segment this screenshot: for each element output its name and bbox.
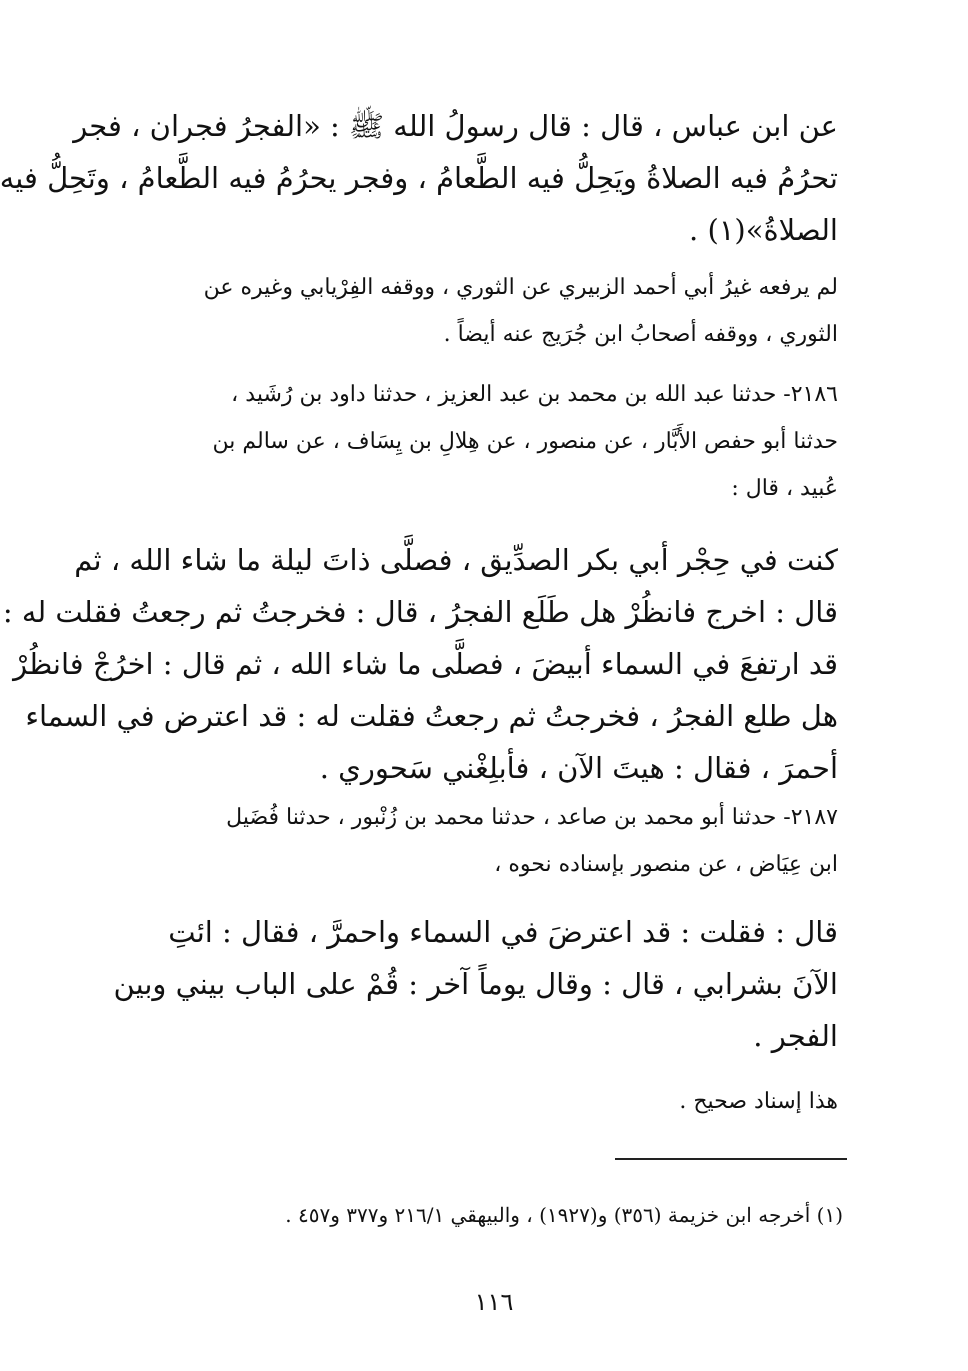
hadith-text-paragraph: [113, 906, 838, 1062]
footnote: (١) أخرجه ابن خزيمة (٣٥٦) و(١٩٢٧) ، والبيهقي ٢١٦/١ و٣٧٧ و٤٥٧ .: [285, 1203, 843, 1227]
isnad-paragraph-2186: [138, 371, 838, 512]
commentary-paragraph: [138, 264, 838, 358]
text-line: الثوري ، ووقفه أصحابُ ابن جُرَيج عنه أيضاً .: [443, 322, 838, 347]
text-line: ابن عِيَاض ، عن منصور بإسناده نحوه ،: [494, 852, 838, 877]
text-line: الآنَ بشرابي ، قال : وقال يوماً آخر : قُمْ على الباب بيني وبين: [113, 967, 838, 1001]
text-line: عن ابن عباس ، قال : قال رسولُ الله ﷺ : «الفجرُ فجران ، فجر: [73, 109, 838, 143]
text-line: كنت في حِجْر أبي بكر الصدِّيق ، فصلَّى ذاتَ ليلة ما شاء الله ، ثم: [74, 543, 838, 577]
grading-paragraph: [580, 1078, 838, 1125]
isnad-paragraph-2187: [138, 794, 838, 888]
text-line: ٢١٨٦- حدثنا عبد الله بن محمد بن عبد العزيز ، حدثنا داود بن رُشَيد ،: [231, 382, 838, 407]
text-line: قد ارتفعَ في السماء أبيضَ ، فصلَّى ما شاء الله ، ثم قال : اخرُجْ فانظُرْ: [13, 647, 838, 681]
text-line: لم يرفعه غيرُ أبي أحمد الزبيري عن الثوري ، ووقفه الفِرْيابي وغيره عن: [203, 275, 838, 300]
text-line: هل طلع الفجرُ ، فخرجتُ ثم رجعتُ فقلت له : قد اعترض في السماء: [25, 699, 838, 733]
text-line: قال : فقلت : قد اعترضَ في السماء واحمرَّ ، فقال : ائتِ: [168, 915, 838, 949]
text-line: الفجر .: [753, 1019, 838, 1053]
text-line: الصلاةُ»(١) .: [689, 213, 838, 247]
footnote-separator: [615, 1158, 847, 1160]
text-line: ٢١٨٧- حدثنا أبو محمد بن صاعد ، حدثنا محمد بن زُنْبور ، حدثنا فُضَيل: [226, 805, 838, 830]
hadith-text-paragraph: [2, 534, 838, 794]
text-line: قال : اخرج فانظُرْ هل طَلَع الفجرُ ، قال : فخرجتُ ثم رجعتُ فقلت له :: [2, 595, 838, 629]
text-line: هذا إسناد صحيح .: [679, 1089, 838, 1114]
text-line: أحمرَ ، فقال : هيتَ الآن ، فأبلِغْني سَحوري .: [319, 751, 838, 785]
page-number: ١١٦: [474, 1288, 514, 1316]
hadith-text-paragraph: [0, 100, 838, 256]
text-line: حدثنا أبو حفص الأَبَّار ، عن منصور ، عن هِلالِ بن يِسَاف ، عن سالم بن: [212, 429, 838, 454]
text-line: عُبيد ، قال :: [731, 476, 838, 501]
text-line: تحرُمُ فيه الصلاةُ ويَحِلُّ فيه الطَّعامُ ، وفجر يحرُمُ فيه الطَّعامُ ، وتَحِلُّ فيه: [0, 161, 838, 195]
